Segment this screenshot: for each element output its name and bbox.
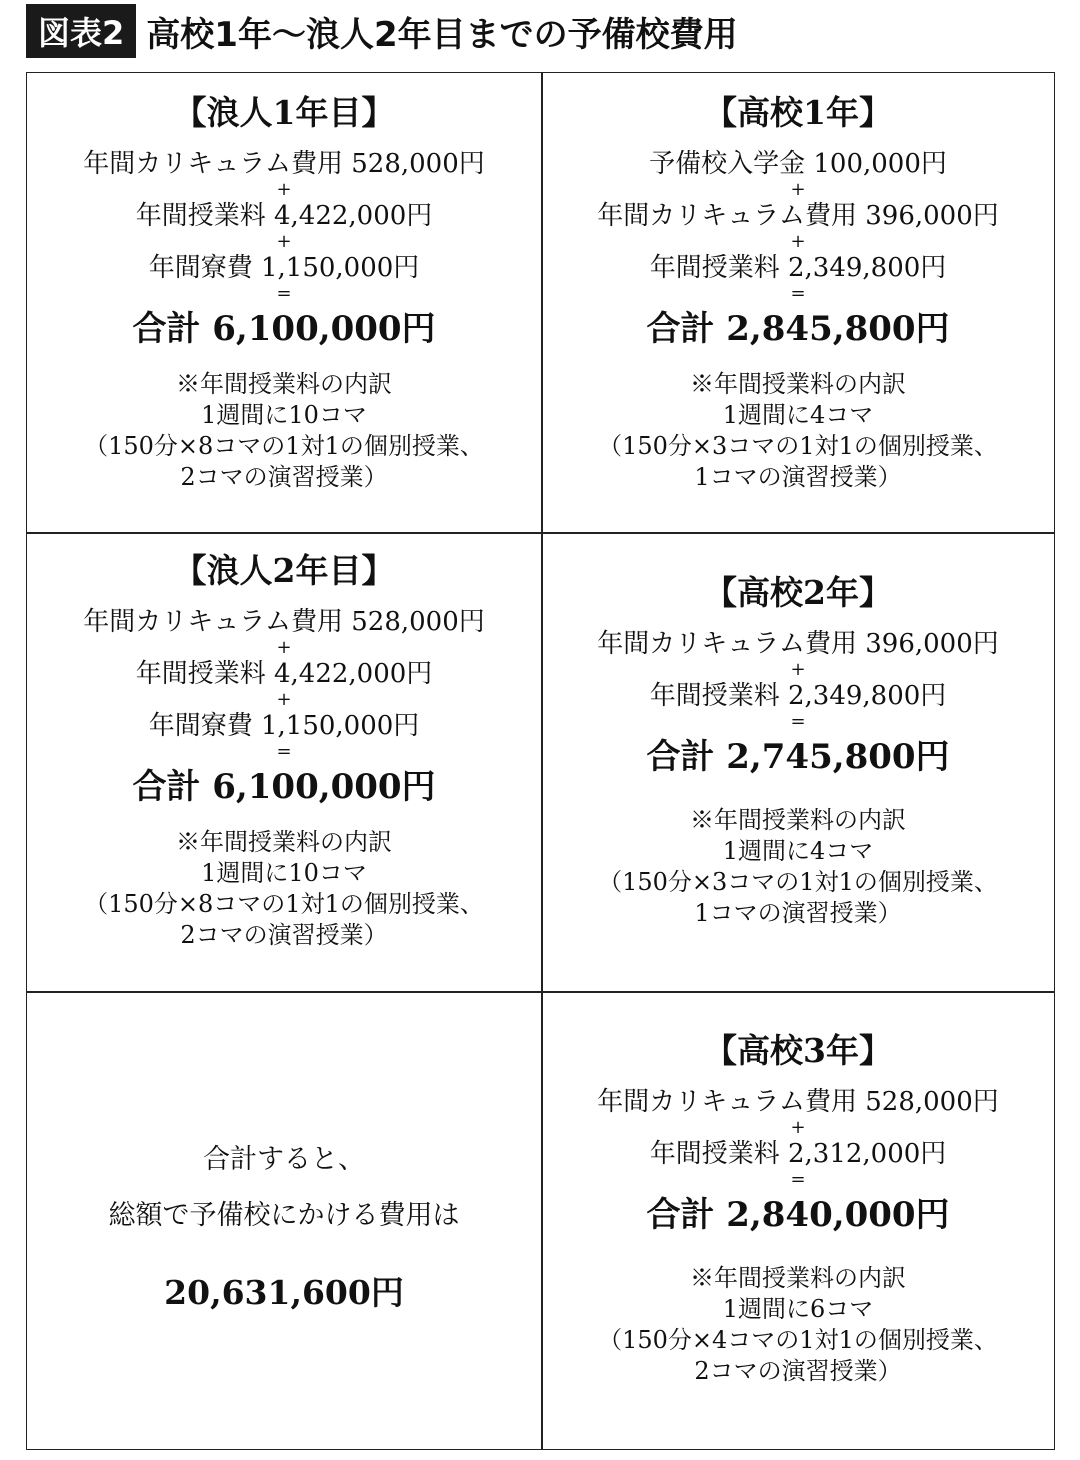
cell-heading: 【高校2年】 bbox=[704, 573, 892, 612]
plus-sign: + bbox=[790, 1117, 806, 1138]
line-item: 年間授業料 2,312,000円 bbox=[649, 1139, 947, 1169]
cell-total: 合計 6,100,000円 bbox=[132, 309, 436, 349]
note-line: ※年間授業料の内訳 bbox=[175, 828, 392, 856]
note-line: 2コマの演習授業） bbox=[180, 463, 388, 491]
plus-sign: + bbox=[276, 689, 292, 710]
equals-sign: = bbox=[790, 1169, 806, 1190]
note-line: ※年間授業料の内訳 bbox=[689, 370, 906, 398]
cell-heading: 【高校3年】 bbox=[704, 1031, 892, 1070]
plus-sign: + bbox=[276, 231, 292, 252]
cost-table bbox=[26, 72, 1055, 1450]
note-line: 1週間に10コマ bbox=[201, 859, 367, 887]
tuition-note bbox=[598, 369, 998, 493]
cell-total: 合計 2,840,000円 bbox=[646, 1195, 950, 1235]
tuition-note bbox=[84, 827, 484, 951]
note-line: ※年間授業料の内訳 bbox=[689, 806, 906, 834]
line-item: 年間カリキュラム費用 396,000円 bbox=[597, 629, 999, 659]
row-divider-2 bbox=[27, 991, 1054, 993]
cell-summary bbox=[27, 1143, 541, 1314]
figure-header bbox=[26, 4, 738, 58]
summary-line: 合計すると、 bbox=[203, 1144, 365, 1175]
line-item: 年間授業料 2,349,800円 bbox=[649, 681, 947, 711]
plus-sign: + bbox=[790, 659, 806, 680]
line-item: 年間授業料 4,422,000円 bbox=[135, 201, 433, 231]
note-line: 1週間に4コマ bbox=[722, 401, 874, 429]
line-item: 年間カリキュラム費用 528,000円 bbox=[83, 149, 485, 179]
line-item: 年間寮費 1,150,000円 bbox=[148, 253, 420, 283]
summary-line: 総額で予備校にかける費用は bbox=[108, 1200, 460, 1231]
note-line: ※年間授業料の内訳 bbox=[689, 1264, 906, 1292]
tuition-note bbox=[598, 1263, 998, 1387]
note-line: ※年間授業料の内訳 bbox=[175, 370, 392, 398]
figure-title: 高校1年〜浪人2年目までの予備校費用 bbox=[146, 14, 738, 55]
cell-highschool-year3 bbox=[542, 1031, 1054, 1387]
plus-sign: + bbox=[790, 231, 806, 252]
cell-ronin-year2 bbox=[27, 551, 541, 951]
cell-heading: 【高校1年】 bbox=[704, 93, 892, 132]
cell-highschool-year2 bbox=[542, 573, 1054, 929]
cell-total: 合計 2,845,800円 bbox=[646, 309, 950, 349]
line-item: 予備校入学金 100,000円 bbox=[649, 149, 947, 179]
tuition-note bbox=[84, 369, 484, 493]
line-item: 年間カリキュラム費用 528,000円 bbox=[83, 607, 485, 637]
note-line: 1週間に4コマ bbox=[722, 837, 874, 865]
equals-sign: = bbox=[276, 283, 292, 304]
cell-heading: 【浪人2年目】 bbox=[173, 551, 395, 590]
line-item: 年間授業料 4,422,000円 bbox=[135, 659, 433, 689]
plus-sign: + bbox=[276, 637, 292, 658]
equals-sign: = bbox=[790, 711, 806, 732]
note-line: （150分×8コマの1対1の個別授業、 bbox=[84, 432, 484, 460]
row-divider-1 bbox=[27, 532, 1054, 534]
cell-total: 合計 6,100,000円 bbox=[132, 767, 436, 807]
note-line: 1コマの演習授業） bbox=[694, 463, 902, 491]
tuition-note bbox=[598, 805, 998, 929]
note-line: 2コマの演習授業） bbox=[180, 921, 388, 949]
cell-highschool-year1 bbox=[542, 93, 1054, 493]
figure-badge: 図表2 bbox=[26, 4, 136, 58]
note-line: （150分×8コマの1対1の個別授業、 bbox=[84, 890, 484, 918]
equals-sign: = bbox=[276, 741, 292, 762]
cell-heading: 【浪人1年目】 bbox=[173, 93, 395, 132]
line-item: 年間カリキュラム費用 396,000円 bbox=[597, 201, 999, 231]
equals-sign: = bbox=[790, 283, 806, 304]
line-item: 年間寮費 1,150,000円 bbox=[148, 711, 420, 741]
cell-total: 合計 2,745,800円 bbox=[646, 737, 950, 777]
line-item: 年間カリキュラム費用 528,000円 bbox=[597, 1087, 999, 1117]
note-line: 2コマの演習授業） bbox=[694, 1357, 902, 1385]
note-line: （150分×3コマの1対1の個別授業、 bbox=[598, 432, 998, 460]
note-line: （150分×4コマの1対1の個別授業、 bbox=[598, 1326, 998, 1354]
cell-ronin-year1 bbox=[27, 93, 541, 493]
note-line: （150分×3コマの1対1の個別授業、 bbox=[598, 868, 998, 896]
note-line: 1週間に10コマ bbox=[201, 401, 367, 429]
grand-total: 20,631,600円 bbox=[164, 1273, 404, 1312]
note-line: 1週間に6コマ bbox=[722, 1295, 874, 1323]
plus-sign: + bbox=[790, 179, 806, 200]
line-item: 年間授業料 2,349,800円 bbox=[649, 253, 947, 283]
note-line: 1コマの演習授業） bbox=[694, 899, 902, 927]
plus-sign: + bbox=[276, 179, 292, 200]
